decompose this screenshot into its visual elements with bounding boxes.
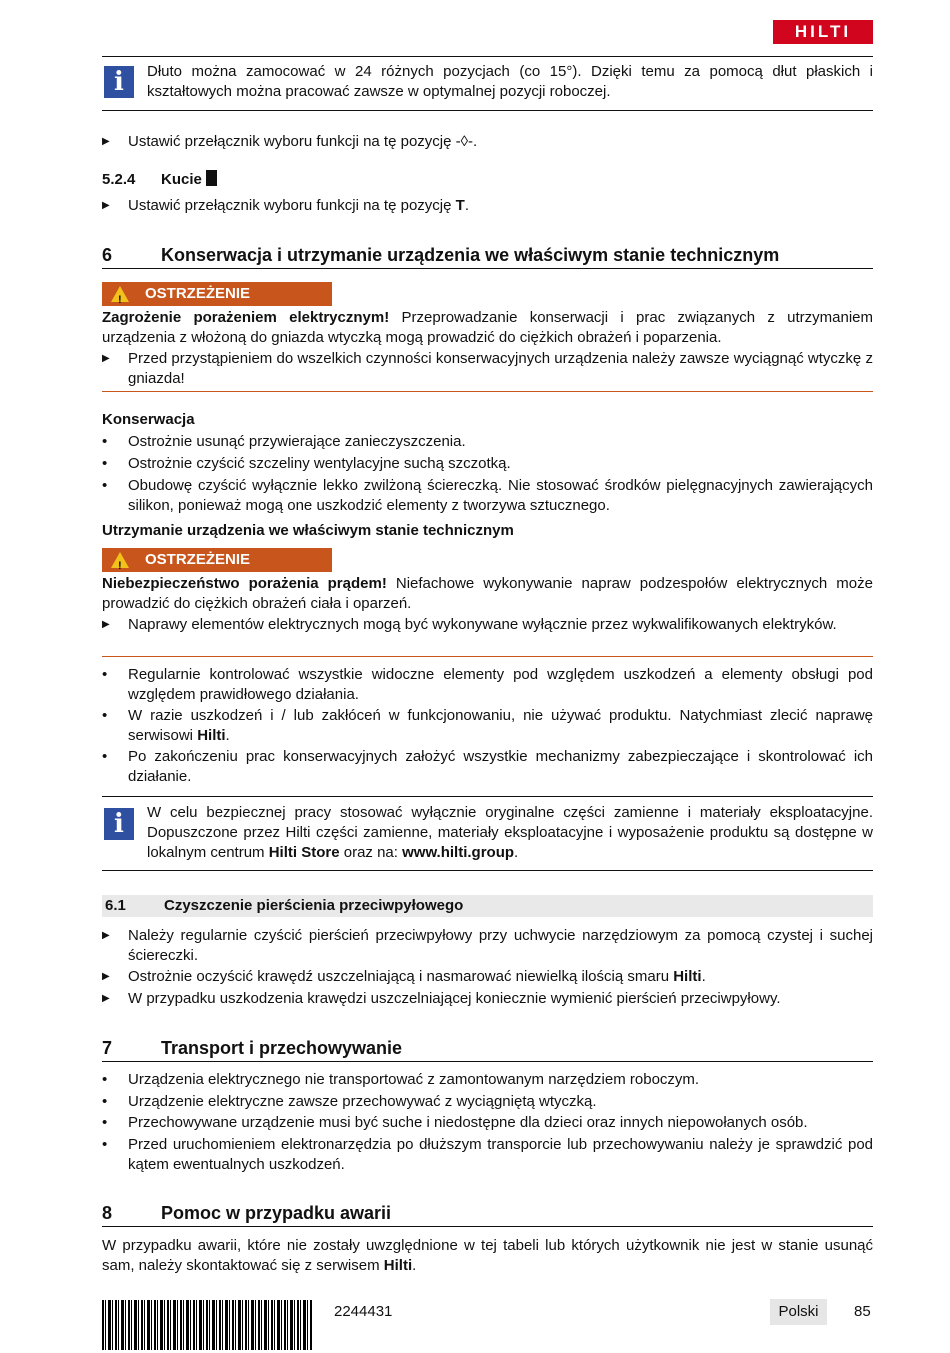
warning-badge: ! OSTRZEŻENIE [102,282,332,306]
list-item: • Ostrożnie usunąć przywierające zanieczyszczenia. [102,433,466,450]
warning-triangle-icon [111,286,129,302]
hammer-mode-icon [206,170,217,186]
arrow-icon: ▶ [102,971,110,982]
list-item: • Obudowę czyścić wyłącznie lekko zwilżoną ściereczką. Nie stosować środków pielęgnacyjnych zawierających silikon, ponieważ mogą one uszkodzić elementy z tworzywa sztucznego. [102,477,873,514]
arrow-icon: ▶ [102,200,110,211]
info-note-spare-parts: W celu bezpiecznej pracy stosować wyłącznie oryginalne części zamienne i materiały eksploatacyjne. Dopuszczone przez Hilti części zamienne, materiały eksploatacyjne i wyposażenie produktu są dostępne w lokalnym centrum Hilti Store oraz na: www.hilti.group. [147,804,873,861]
section-6-heading: 6 Konserwacja i utrzymanie urządzenia we właściwym stanie technicznym [102,245,780,265]
info-icon: i [104,66,134,98]
warning-triangle-icon [111,552,129,568]
step-item: ▶ Należy regularnie czyścić pierścień przeciwpyłowy przy uchwycie narzędziowym za pomocą czystej i suchej ściereczki. [102,927,873,964]
step-text: Ustawić przełącznik wyboru funkcji na tę pozycję [128,133,452,150]
warning-2-step: ▶ Naprawy elementów elektrycznych mogą być wykonywane wyłącznie przez wykwalifikowanych elektryków. [102,616,837,633]
rule [102,870,873,871]
list-item: • W razie uszkodzeń i / lub zakłóceń w funkcjonowaniu, nie używać produktu. Natychmiast zlecić naprawę serwisowi Hilti. [102,707,873,744]
maintenance-heading: Konserwacja [102,411,195,428]
page-number: 85 [854,1303,871,1320]
rule [102,1061,873,1062]
language-label: Polski [770,1299,827,1325]
step-chisel-mode: ▶ Ustawić przełącznik wyboru funkcji na tę pozycję T. [102,197,469,214]
warning-1-text: Zagrożenie porażeniem elektrycznym! Przeprowadzanie konserwacji i prac związanych z utrzymaniem urządzenia z włożoną do gniazda wtyczką mogą prowadzić do ciężkich obrażeń i poparzenia. [102,309,873,346]
section-6-1-heading: 6.1 Czyszczenie pierścienia przeciwpyłowego [102,895,873,917]
section-7-heading: 7 Transport i przechowywanie [102,1038,403,1058]
list-item: • Urządzenie elektryczne zawsze przechowywać z wyciągniętą wtyczką. [102,1093,597,1110]
warning-rule [102,656,873,657]
warning-badge: ! OSTRZEŻENIE [102,548,332,572]
section-5-2-4-heading: 5.2.4 Kucie [102,170,217,190]
list-item: • Regularnie kontrolować wszystkie widoczne elementy pod względem uszkodzeń a elementy obsługi pod względem prawidłowego działania. [102,666,873,703]
section-8-text: W przypadku awarii, które nie zostały uwzględnione w tej tabeli lub których użytkownik nie jest w stanie usunąć sam, należy skontaktować się z serwisem Hilti. [102,1237,873,1274]
section-8-heading: 8 Pomoc w przypadku awarii [102,1203,392,1223]
rule [102,796,873,797]
rotate-symbol-icon: -◊- [455,133,474,150]
upkeep-heading: Utrzymanie urządzenia we właściwym stanie technicznym [102,522,514,539]
rule [102,110,873,111]
rule [102,268,873,269]
arrow-icon: ▶ [102,136,110,147]
barcode [102,1300,312,1350]
hilti-logo: HILTI [773,20,873,44]
list-item: • Po zakończeniu prac konserwacyjnych założyć wszystkie mechanizmy zabezpieczające i skontrolować ich działanie. [102,748,873,785]
arrow-icon: ▶ [102,993,110,1004]
list-item: • Urządzenia elektrycznego nie transportować z zamontowanym narzędziem roboczym. [102,1071,700,1088]
list-item: • Ostrożnie czyścić szczeliny wentylacyjne suchą szczotką. [102,455,511,472]
arrow-icon: ▶ [102,353,110,364]
arrow-icon: ▶ [102,930,110,941]
warning-1-step: ▶ Przed przystąpieniem do wszelkich czynności konserwacyjnych urządzenia należy zawsze wyciągnąć wtyczkę z gniazda! [102,350,873,387]
info-icon: i [104,808,134,840]
warning-rule [102,391,873,392]
chisel-symbol-icon: T [455,197,465,214]
step-item: ▶ Ostrożnie oczyścić krawędź uszczelniającą i nasmarować niewielką ilością smaru Hilti. [102,968,706,985]
document-number: 2244431 [334,1303,393,1320]
step-item: ▶ W przypadku uszkodzenia krawędzi uszczelniającej koniecznie wymienić pierścień przeciwpyłowy. [102,990,781,1007]
list-item: • Przechowywane urządzenie musi być suche i niedostępne dla dzieci oraz innych niepowołanych osób. [102,1114,808,1131]
rule [102,56,873,57]
list-item: • Przed uruchomieniem elektronarzędzia po dłuższym transporcie lub przechowywaniu należy je sprawdzić pod kątem ewentualnych uszkodzeń. [102,1136,873,1173]
arrow-icon: ▶ [102,619,110,630]
rule [102,1226,873,1227]
info-note-chisel: Dłuto można zamocować w 24 różnych pozycjach (co 15°). Dzięki temu za pomocą dłut płaskich i kształtowych można pracować zawsze w optymalnej pozycji roboczej. [147,63,873,100]
warning-2-text: Niebezpieczeństwo porażenia prądem! Niefachowe wykonywanie napraw podzespołów elektrycznych może prowadzić do ciężkich obrażeń ciała i oparzeń. [102,575,873,612]
step-rotate: ▶ Ustawić przełącznik wyboru funkcji na tę pozycję -◊-. [102,133,478,150]
